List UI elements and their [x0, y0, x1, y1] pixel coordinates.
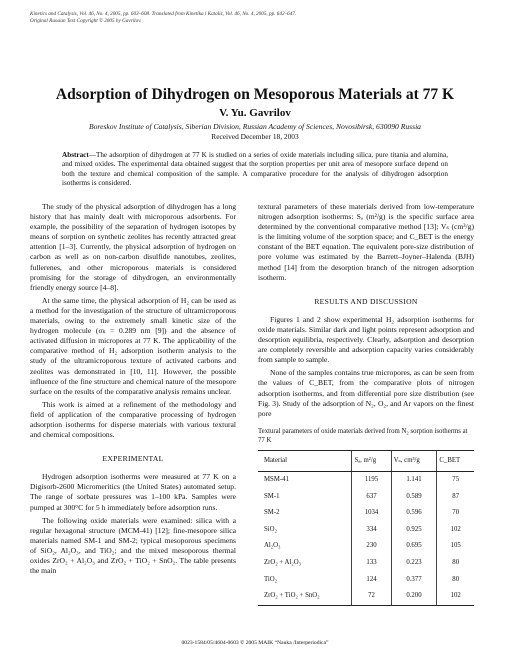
- cell-cbet: 80: [437, 571, 474, 588]
- cell-cbet: 75: [437, 471, 474, 488]
- cell-surface-area: 637: [352, 488, 391, 505]
- cell-surface-area: 124: [352, 571, 391, 588]
- cell-material: SM-2: [264, 509, 280, 517]
- cell-surface-area: 1195: [352, 471, 391, 488]
- journal-reference: [30, 11, 490, 25]
- abstract-text: —The adsorption of dihydrogen at 77 K is studied on a series of oxide materials including silica, pure titania and alumina, and mixed oxides. The experimental data obtained suggest that the sorption properties per unit area of mesopore surface depend on both the texture and chemical composition of the sample. A comparative procedure for the analysis of dihydrogen adsorption isotherms is considered.: [62, 151, 448, 187]
- cell-surface-area: 230: [352, 538, 391, 555]
- cell-volume: 0.223: [391, 555, 437, 572]
- header-cbet: C_BET: [437, 450, 474, 471]
- left-column: [30, 202, 236, 579]
- experimental-paragraph-2: The following oxide materials were examined: silica with a regular hexagonal structure (MCM-41) [12]; fine-mesopore silica materials named SM-1 and SM-2; typical mesoporous specimens of SiO₂, Al₂O₃, and TiO₂; and the mixed mesoporous thermal oxides ZrO₂ + Al₂O₃ and ZrO₂ + TiO₂ + SnO₂. The table presents the main: [30, 515, 236, 576]
- cell-material: SM-1: [264, 492, 280, 500]
- affiliation: Boreskov Institute of Catalysis, Siberian Division, Russian Academy of Sciences, Novosibirsk, 630090 Russia: [89, 122, 421, 131]
- cell-material: TiO₂: [264, 575, 278, 583]
- cell-volume: 0.596: [391, 505, 437, 522]
- header-material: Material: [258, 450, 352, 471]
- table-caption: Textural parameters of oxide materials derived from N₂ sorption isotherms at 77 K: [258, 427, 468, 444]
- table-row: [258, 538, 474, 555]
- intro-paragraph-2: At the same time, the physical adsorption of H₂ can be used as a method for the investigation of the structure of ultramicroporous materials, owing to the extremely small kinetic size of the hydrogen molecule (σₖ = 0.289 nm [9]) and the absence of activated diffusion in micropores at 77 K. The applicability of the comparative method of H₂ adsorption isotherm analysis to the study of the ultramicroporous texture of activated carbons and zeolites was demonstrated in [10, 11]. However, the possible influence of the fine structure and chemical nature of the mesopore surface on the results of the comparative analysis remains unclear.: [30, 295, 236, 396]
- cell-volume: 1.141: [391, 471, 437, 488]
- cell-surface-area: 334: [352, 522, 391, 539]
- cell-cbet: 80: [437, 555, 474, 572]
- experimental-paragraph-1: Hydrogen adsorption isotherms were measured at 77 K on a Digisorb-2600 Micromeritics (the United States) automated setup. The range of sorbate pressures was 1–100 kPa. Samples were pumped at 300°C for 5 h immediately before adsorption runs.: [30, 472, 236, 512]
- cell-cbet: 105: [437, 538, 474, 555]
- table-row: [258, 471, 474, 488]
- textural-parameters-table: [258, 450, 474, 606]
- cell-volume: 0.695: [391, 538, 437, 555]
- header-surface-area: Sₐ, m²/g: [352, 450, 391, 471]
- cell-cbet: 102: [437, 522, 474, 539]
- cell-material: Al₂O₃: [264, 542, 281, 550]
- table-row: [258, 522, 474, 539]
- results-paragraph-1: Figures 1 and 2 show experimental H₂ adsorption isotherms for oxide materials. Similar dark and light points represent adsorption and desorption equilibria, respectively. Clearly, adsorption and desorption are completely reversible and adsorption capacity varies considerably from sample to sample.: [258, 314, 474, 365]
- cell-cbet: 102: [437, 588, 474, 605]
- cell-volume: 0.200: [391, 588, 437, 605]
- cell-volume: 0.377: [391, 571, 437, 588]
- cell-material: SiO₂: [264, 525, 277, 533]
- paper-title: Adsorption of Dihydrogen on Mesoporous Materials at 77 K: [55, 86, 455, 103]
- journal-citation: Kinetics and Catalysis, Vol. 46, No. 4, 2005, pp. 603–608. Translated from Kinetika i Kataliz, Vol. 46, No. 4, 2005, pp. 642–647.: [30, 11, 297, 17]
- cell-material: ZrO₂ + Al₂O₃: [264, 559, 301, 566]
- cell-volume: 0.925: [391, 522, 437, 539]
- received-date: Received December 18, 2003: [211, 132, 299, 141]
- results-paragraph-2: None of the samples contains true micropores, as can be seen from the values of C_BET, from the comparative plots of nitrogen adsorption isotherms, and from differential pore size distribution (see Fig. 3). Study of the adsorption of N₂, O₂, and Ar vapors on the finest pore: [258, 368, 474, 418]
- copyright-line: Original Russian Text Copyright © 2005 by Gavrilov.: [30, 18, 142, 24]
- abstract: [62, 151, 448, 188]
- table-row: [258, 488, 474, 505]
- textural-paragraph: textural parameters of these materials derived from low-temperature nitrogen adsorption isotherms: Sₐ (m²/g) is the specific surface area determined by the conventional comparative method [13]; Vₛ (cm³/g) is the limiting volume of the sorption space; and C_BET is the energy constant of the BET equation. The equivalent pore-size distribution of pore volume was estimated by the Barrett–Joyner–Halenda (BJH) method [14] from the desorption branch of the nitrogen adsorption isotherm.: [258, 202, 474, 282]
- cell-surface-area: 1034: [352, 505, 391, 522]
- header-volume: Vₛ, cm³/g: [391, 450, 437, 471]
- intro-paragraph-3: This work is aimed at a refinement of the methodology and field of application of the comparative processing of hydrogen adsorption isotherms for disperse materials with various textural and chemical compositions.: [30, 399, 236, 440]
- abstract-label: Abstract: [62, 151, 89, 159]
- cell-surface-area: 133: [352, 555, 391, 572]
- cell-surface-area: 72: [352, 588, 391, 605]
- cell-material: ZrO₂ + TiO₂ + SnO₂: [258, 588, 352, 605]
- author-name: V. Yu. Gavrilov: [219, 107, 291, 119]
- experimental-heading: EXPERIMENTAL: [102, 454, 164, 464]
- intro-paragraph-1: The study of the physical adsorption of dihydrogen has a long history that has mainly dealt with microporous adsorbents. For example, the possibility of the separation of hydrogen isotopes by means of sorption on synthetic zeolites has recently attracted great attention [1–3]. Currently, the physical adsorption of hydrogen on carbon as well as on non-carbon disulfide nanotubes, zeolites, fullerenes, and other microporous materials is considered promising for the storage of dihydrogen, an environmentally friendly energy source [4–8].: [30, 202, 236, 292]
- results-heading: RESULTS AND DISCUSSION: [314, 296, 418, 306]
- cell-cbet: 87: [437, 488, 474, 505]
- cell-volume: 0.589: [391, 488, 437, 505]
- table-row: [258, 555, 474, 572]
- table-row: [258, 571, 474, 588]
- table-row: [258, 588, 474, 605]
- cell-material: MSM-41: [264, 476, 289, 484]
- table-row: [258, 505, 474, 522]
- right-column: [258, 202, 474, 606]
- page-footer: 0023-1584/05/4604-0603 © 2005 MAIK “Nauka /Interperiodica”: [181, 640, 329, 646]
- table-header-row: [258, 450, 474, 471]
- cell-cbet: 70: [437, 505, 474, 522]
